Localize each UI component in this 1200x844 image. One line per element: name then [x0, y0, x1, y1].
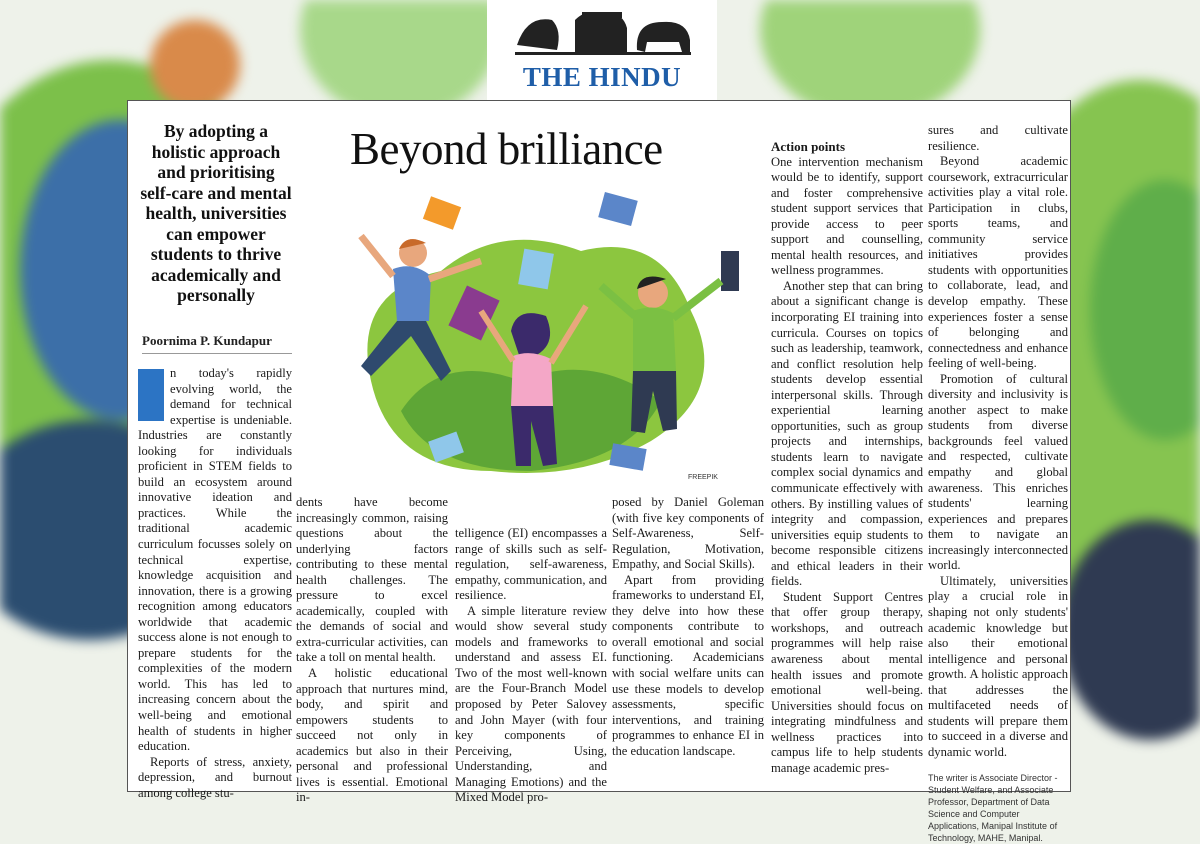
column-2	[296, 495, 448, 806]
column-4	[612, 495, 764, 759]
image-credit: FREEPIK	[688, 474, 718, 481]
paragraph: One intervention mechanism would be to identify, support and foster comprehensive student support services that provide access to peer support and counselling, mental health resources, and wellness programmes.	[771, 154, 923, 278]
byline: Poornima P. Kundapur	[142, 333, 272, 348]
column-5	[771, 139, 923, 776]
drop-cap-i	[138, 369, 164, 421]
paragraph: n today's rapidly evolving world, the demand for technical expertise is undeniable. Industries are constantly looking for individuals proficient in STEM fields to build an ecosystem around innovative ideation and practices. While the traditional academic curriculum focusses solely on technical expertise, knowledge acquisition and innovation, there is a growing recognition among educators worldwide that academic success alone is not enough to prepare students for the complexities of the modern world. This has led to increasing concern about the well-being and emotional health of students in higher education.	[138, 366, 292, 754]
paragraph: Beyond academic coursework, extracurricular activities play a vital role. Participation in clubs, sports teams, and community service initiatives provides students with opportunities to collaborate, lead, and develop empathy. These experiences foster a sense of belonging and connectedness and enhance feeling of well-being.	[928, 154, 1068, 371]
paragraph: Another step that can bring about a significant change is incorporating EI training into curricula. Courses on topics such as leadership, teamwork, and conflict resolution help students develop essential interpersonal skills. Through experiential learning opportunities, such as group projects and internships, students learn to navigate complex social dynamics and communicate effectively with others. By instilling values of integrity and compassion, universities equip students to become responsible citizens and ethical leaders in their fields.	[771, 278, 923, 589]
article-deck: By adopting a holistic approach and prioritising self-care and mental health, universities can empower students to thrive academically and personally	[140, 121, 292, 305]
paragraph: dents have become increasingly common, raising questions about the underlying factors contributing to these mental health challenges. The pressure to excel academically, coupled with the demands of social and extra-curricular activities, can take a toll on mental health.	[296, 495, 448, 665]
paragraph: Student Support Centres that offer group therapy, workshops, and outreach programmes will help raise awareness about mental health issues and promote emotional well-being. Universities should focus on integrating mindfulness and wellness practices into campus life to help students manage academic pres-	[771, 589, 923, 775]
paragraph: posed by Daniel Goleman (with five key components of Self-Awareness, Self-Regulation, Motivation, Empathy, and Social Skills).	[612, 495, 764, 572]
author-bio: The writer is Associate Director - Student Welfare, and Associate Professor, Department of Data Science and Computer Applications, Manipal Institute of Technology, MAHE, Manipal.	[928, 773, 1058, 844]
paragraph: A simple literature review would show several study models and frameworks to understand and assess EI. Two of the most well-known are the Four-Branch Model proposed by Peter Salovey and John Mayer (with four key components of Perceiving, Using, Understanding, and Managing Emotions) and the Mixed Model pro-	[455, 603, 607, 805]
headline: Beyond brilliance	[350, 124, 663, 174]
paragraph: Ultimately, universities play a crucial role in shaping not only students' academic knowledge but also their emotional intelligence and personal growth. A holistic approach that addresses the multifaceted needs of students will prepare them to succeed in a diverse and dynamic world.	[928, 573, 1068, 759]
paragraph: sures and cultivate resilience.	[928, 123, 1068, 153]
paragraph: A holistic educational approach that nurtures mind, body, and spirit and empowers students to succeed not only in academics but also in their personal and professional lives is essential. Emotional in-	[296, 666, 448, 805]
newspaper-article	[127, 100, 1071, 844]
paragraph: Promotion of cultural diversity and inclusivity is another aspect to make students from diverse backgrounds feel valued and respected, cultivate empathy and global awareness. This enriches students' learning experiences and prepares them to navigate an increasingly interconnected world.	[928, 371, 1068, 573]
column-3	[455, 526, 607, 806]
column-6	[928, 123, 1068, 844]
paragraph: Reports of stress, anxiety, depression, and burnout among college stu-	[138, 754, 292, 800]
masthead-emblem-icon	[487, 0, 717, 62]
masthead-logo	[487, 0, 717, 100]
subhead-action-points: Action points	[771, 139, 846, 154]
paragraph: Apart from providing frameworks to understand EI, they delve into how these components contribute to overall emotional and social functioning. Academicians with social welfare units can use these models to develop assessments, specific interventions, and training programmes to enhance EI in the education landscape.	[612, 572, 764, 758]
masthead-title: THE HINDU	[522, 62, 682, 92]
column-1	[138, 366, 292, 801]
paragraph: telligence (EI) encompasses a range of skills such as self-regulation, self-awareness, empathy, communication, and resilience.	[455, 526, 607, 603]
divider	[142, 353, 292, 354]
students-jumping-illustration	[331, 181, 741, 491]
